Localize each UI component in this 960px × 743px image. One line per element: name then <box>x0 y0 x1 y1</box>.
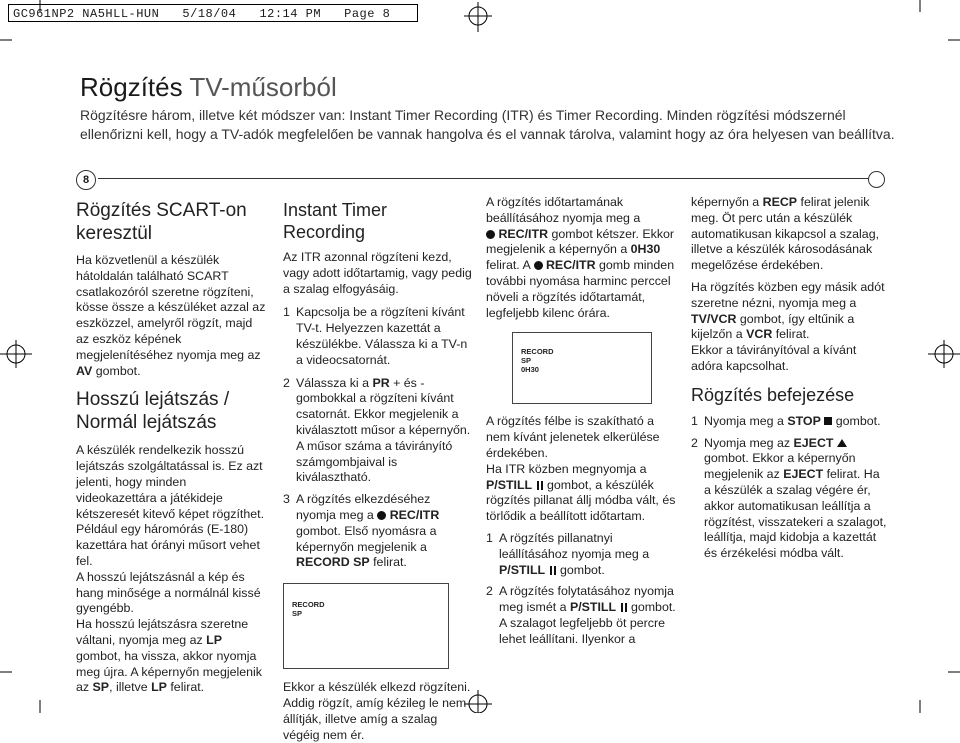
paragraph: Ekkor a készülék elkezd rögzíteni. Addig rögzít, amíg kézileg le nem állítják, illetve amíg a szalag végéig nem ér. <box>283 680 471 742</box>
record-dot-icon <box>534 261 543 270</box>
osd-text: SP <box>521 356 532 366</box>
list-item: 2 Nyomja meg az EJECT gombot. Ekkor a képernyőn megjelenik az EJECT felirat. Ha a készülék a szalag végére ér, akkor automatikusan leállítja a rögzítést, visszatekeri a szalagot, leállítja, majd kidobja a kazettát és érzékelési módba vált. <box>691 435 887 561</box>
column-stop-recording <box>691 195 887 562</box>
divider-end-circle-icon <box>868 171 885 188</box>
paragraph: Ha ITR közben megnyomja a P/STILL gombot, a készülék rögzítés pillanat állj módba vált, és törlődik a beállított időtartam. <box>486 461 676 524</box>
paragraph: képernyőn a RECP felirat jelenik meg. Öt perc után a készülék automatikusan kikapcsol a szalag, illetve a készülék károsodásának megelőzése érdekében. <box>691 195 880 273</box>
paragraph: A hosszú lejátszásnál a kép és hang minősége a normálnál kissé gyengébb. <box>76 569 261 616</box>
paragraph: Az ITR azonnal rögzíteni kezd, vagy adott időtartamig, vagy pedig a szalag elfogyásáig. <box>283 250 472 296</box>
paragraph: Ha közvetlenül a készülék hátoldalán található SCART csatlakozóról szeretne rögzíteni, kösse össze a készüléket azzal az eszközzel, amelyről rögzít, majd az eszköz képének megjelenítéséhez nyomja meg az AV gombot. <box>76 253 266 378</box>
column-itr <box>283 199 473 743</box>
section-heading: Rögzítés befejezése <box>691 384 855 405</box>
paragraph: Például egy háromórás (E-180) kazettára hat órányi műsort vehet fel. <box>76 522 260 568</box>
record-dot-icon <box>377 511 386 520</box>
record-dot-icon <box>486 230 495 239</box>
list-item: 1 Nyomja meg a STOP gombot. <box>691 413 881 428</box>
page-title: Rögzítés TV-műsorból <box>80 72 337 102</box>
tv-screen-illustration <box>512 332 652 404</box>
intro-text: Rögzítésre három, illetve két módszer van: Instant Timer Recording (ITR) és Timer Recording. Minden rögzítési módszernél ellenőrizni kell, hogy a TV-adók megfelelően be vannak hangolva és el vannak tárolva, valamint hogy az óra helyesen van beállítva. <box>80 107 895 142</box>
tv-screen-illustration <box>283 583 449 669</box>
pause-icon <box>550 566 556 575</box>
list-item: 1 Kapcsolja be a rögzíteni kívánt TV-t. Helyezzen kazettát a készülékbe. Válassza ki a TV-n a videocsatornát. <box>283 305 468 367</box>
section-heading: Hosszú lejátszás / Normál lejátszás <box>76 389 230 434</box>
eject-icon <box>837 439 847 447</box>
column-scart <box>76 199 268 696</box>
page-number: 8 <box>76 170 96 190</box>
pause-icon <box>621 603 627 612</box>
divider <box>98 178 868 179</box>
osd-text: 0H30 <box>521 365 539 375</box>
paragraph: A készülék rendelkezik hosszú lejátszás szolgáltatással is. Ez azt jelenti, hogy minden videokazettára a játékideje kétszeresét kitevő képet rögzíthet. <box>76 443 265 521</box>
paragraph: A rögzítés félbe is szakítható a nem kívánt jelenetek elkerülése érdekében. <box>486 414 660 460</box>
list-item: 3 A rögzítés elkezdéséhez nyomja meg a REC/ITR gombot. Első nyomásra a képernyőn megjelenik a RECORD SP felirat. <box>283 492 440 570</box>
column-itr-continued <box>486 195 676 648</box>
osd-text: RECORD <box>521 347 554 357</box>
pause-icon <box>537 481 543 490</box>
list-item: 1 A rögzítés pillanatnyi leállításához nyomja meg a P/STILL gombot. <box>486 530 650 577</box>
paragraph: Ha rögzítés közben egy másik adót szeretne nézni, nyomja meg a TV/VCR gombot, így eltűnik a kijelzőn a VCR felirat. <box>691 279 885 342</box>
section-heading: Rögzítés SCART-on keresztül <box>76 200 247 244</box>
osd-text: SP <box>292 609 303 619</box>
list-item: 2 A rögzítés folytatásához nyomja meg ismét a P/STILL gombot. A szalagot legfeljebb öt percre lehet leállítani. Ilyenkor a <box>486 584 676 646</box>
list-item: 2 Válassza ki a PR + és - gombokkal a rögzíteni kívánt csatornát. Ekkor megjelenik a kiválasztott műsor a képernyőn. A műsor száma a távirányító számgombjaival is kiválasztható. <box>283 375 471 485</box>
paragraph: A rögzítés időtartamának beállításához nyomja meg a REC/ITR gombot kétszer. Ekkor megjelenik a képernyőn a 0H30 felirat. A REC/ITR gomb minden további nyomása harminc perccel növeli a rögzítés időtartamát, legfeljebb kilenc órára. <box>486 195 675 320</box>
paragraph: Ekkor a távirányítóval a kívánt adóra kapcsolhat. <box>691 343 857 373</box>
section-heading: Instant Timer Recording <box>283 200 388 242</box>
print-slug: GC961NP2 NA5HLL-HUN 5/18/04 12:14 PM Page 8 <box>8 4 418 22</box>
osd-text: RECORD <box>292 600 325 610</box>
paragraph: Ha hosszú lejátszásra szeretne váltani, nyomja meg az LP gombot, ha vissza, akkor nyomja meg újra. A képernyőn megjelenik az SP, illetve LP felirat. <box>76 617 262 695</box>
